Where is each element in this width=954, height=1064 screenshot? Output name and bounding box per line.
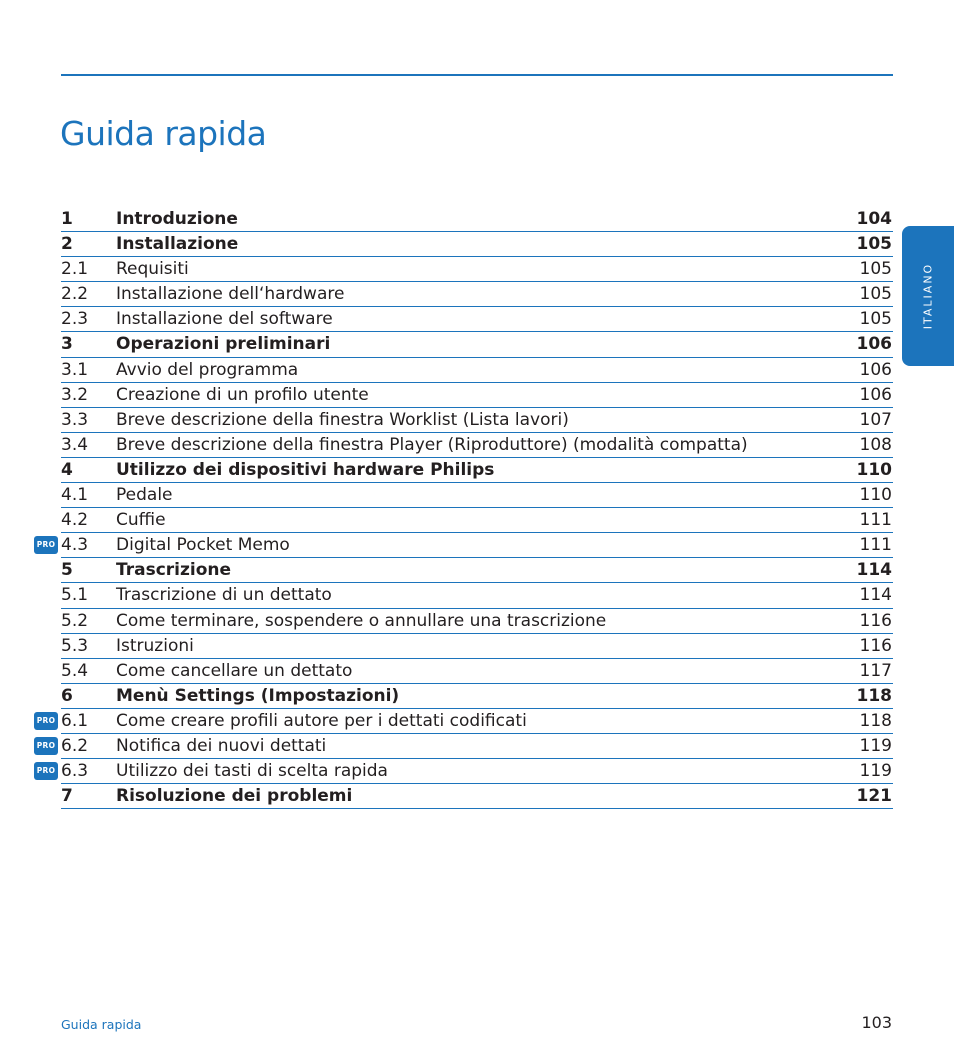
toc-row[interactable] xyxy=(61,784,893,809)
toc-section-title: Trascrizione di un dettato xyxy=(116,585,332,606)
toc-row[interactable] xyxy=(36,709,893,734)
toc-section-title: Come cancellare un dettato xyxy=(116,660,353,681)
toc-page-number: 106 xyxy=(856,334,892,355)
toc-section-title: Breve descrizione della finestra Worklist (Lista lavori) xyxy=(116,409,569,430)
toc-row[interactable] xyxy=(61,383,893,408)
toc-page-number: 114 xyxy=(856,560,892,581)
toc-section-title: Menù Settings (Impostazioni) xyxy=(116,685,400,706)
toc-section-title: Istruzioni xyxy=(116,635,194,656)
toc-section-number: 3.1 xyxy=(61,359,89,380)
page-title: Guida rapida xyxy=(60,114,267,154)
toc-row[interactable] xyxy=(61,408,893,433)
toc-section-number: 5 xyxy=(61,560,73,581)
language-tab xyxy=(902,226,954,366)
toc-row[interactable] xyxy=(61,232,893,257)
toc-page-number: 106 xyxy=(859,384,892,405)
toc-row[interactable] xyxy=(61,508,893,533)
toc-page-number: 116 xyxy=(859,610,892,631)
toc-section-title: Notifica dei nuovi dettati xyxy=(116,735,327,756)
toc-row[interactable] xyxy=(61,684,893,709)
toc-section-number: 4.1 xyxy=(61,485,89,506)
pro-badge-icon: PRO xyxy=(34,762,58,780)
toc-page-number: 110 xyxy=(856,459,892,480)
toc-section-number: 2.3 xyxy=(61,309,89,330)
toc-page-number: 105 xyxy=(856,234,892,255)
footer-section: Guida rapida xyxy=(61,1017,142,1032)
toc-section-title: Come creare profili autore per i dettati codificati xyxy=(116,710,527,731)
toc-section-number: 2.2 xyxy=(61,284,89,305)
toc-page-number: 119 xyxy=(859,735,892,756)
toc-row[interactable] xyxy=(36,533,893,558)
toc-section-number: 4.3 xyxy=(61,535,89,556)
toc-page-number: 114 xyxy=(859,585,892,606)
toc-section-title: Pedale xyxy=(116,485,173,506)
toc-page-number: 107 xyxy=(859,409,892,430)
toc-section-title: Come terminare, sospendere o annullare una trascrizione xyxy=(116,610,607,631)
pro-badge-icon: PRO xyxy=(34,536,58,554)
toc-section-number: 4 xyxy=(61,459,73,480)
toc-row[interactable] xyxy=(61,583,893,608)
toc-row[interactable] xyxy=(36,734,893,759)
toc-page-number: 105 xyxy=(859,284,892,305)
toc-section-number: 3.4 xyxy=(61,434,89,455)
toc-row[interactable] xyxy=(61,558,893,583)
toc-section-title: Operazioni preliminari xyxy=(116,334,331,355)
toc-section-number: 6.2 xyxy=(61,735,89,756)
toc-section-number: 2.1 xyxy=(61,259,89,280)
toc-page-number: 121 xyxy=(856,786,892,807)
toc-section-title: Utilizzo dei dispositivi hardware Philips xyxy=(116,459,495,480)
toc-section-title: Creazione di un profilo utente xyxy=(116,384,369,405)
toc-page-number: 106 xyxy=(859,359,892,380)
toc-row[interactable] xyxy=(61,307,893,332)
pro-badge-icon: PRO xyxy=(34,712,58,730)
pro-badge-icon: PRO xyxy=(34,737,58,755)
toc-row[interactable] xyxy=(61,458,893,483)
toc-row[interactable] xyxy=(61,207,893,232)
toc-page-number: 111 xyxy=(859,535,892,556)
table-of-contents xyxy=(36,207,893,809)
toc-row[interactable] xyxy=(61,433,893,458)
toc-page-number: 110 xyxy=(859,485,892,506)
toc-row[interactable] xyxy=(61,659,893,684)
toc-section-number: 3.2 xyxy=(61,384,89,405)
toc-section-title: Requisiti xyxy=(116,259,189,280)
language-tab-label: ITALIANO xyxy=(921,262,935,330)
toc-section-number: 6.3 xyxy=(61,761,89,782)
toc-row[interactable] xyxy=(61,609,893,634)
toc-section-number: 2 xyxy=(61,234,73,255)
toc-section-title: Trascrizione xyxy=(116,560,232,581)
toc-page-number: 104 xyxy=(856,209,892,229)
toc-page-number: 105 xyxy=(859,259,892,280)
toc-section-number: 7 xyxy=(61,786,73,807)
toc-section-number: 3.3 xyxy=(61,409,89,430)
toc-row[interactable] xyxy=(36,759,893,784)
toc-row[interactable] xyxy=(61,282,893,307)
toc-row[interactable] xyxy=(61,257,893,282)
toc-section-number: 3 xyxy=(61,334,73,355)
toc-page-number: 116 xyxy=(859,635,892,656)
toc-section-number: 5.2 xyxy=(61,610,89,631)
toc-page-number: 119 xyxy=(859,761,892,782)
footer-page-number: 103 xyxy=(861,1013,892,1032)
toc-row[interactable] xyxy=(61,634,893,659)
toc-row[interactable] xyxy=(61,483,893,508)
toc-section-number: 6 xyxy=(61,685,73,706)
toc-row[interactable] xyxy=(61,358,893,383)
toc-section-number: 5.3 xyxy=(61,635,89,656)
toc-section-title: Digital Pocket Memo xyxy=(116,535,290,556)
toc-section-number: 5.1 xyxy=(61,585,89,606)
toc-section-number: 4.2 xyxy=(61,510,89,531)
toc-page-number: 105 xyxy=(859,309,892,330)
toc-row[interactable] xyxy=(61,332,893,357)
toc-section-title: Risoluzione dei problemi xyxy=(116,786,353,807)
toc-section-title: Breve descrizione della finestra Player (Riproduttore) (modalità compatta) xyxy=(116,434,748,455)
toc-section-title: Cuffie xyxy=(116,510,166,531)
toc-page-number: 111 xyxy=(859,510,892,531)
toc-section-title: Installazione dell‘hardware xyxy=(116,284,345,305)
toc-section-number: 6.1 xyxy=(61,710,89,731)
toc-section-title: Avvio del programma xyxy=(116,359,299,380)
toc-page-number: 117 xyxy=(859,660,892,681)
toc-section-title: Utilizzo dei tasti di scelta rapida xyxy=(116,761,388,782)
toc-section-title: Introduzione xyxy=(116,209,238,229)
toc-page-number: 118 xyxy=(856,685,892,706)
toc-page-number: 108 xyxy=(859,434,892,455)
toc-section-number: 1 xyxy=(61,209,73,229)
toc-section-number: 5.4 xyxy=(61,660,89,681)
toc-section-title: Installazione xyxy=(116,234,239,255)
toc-page-number: 118 xyxy=(859,710,892,731)
toc-section-title: Installazione del software xyxy=(116,309,333,330)
top-rule xyxy=(61,74,893,76)
